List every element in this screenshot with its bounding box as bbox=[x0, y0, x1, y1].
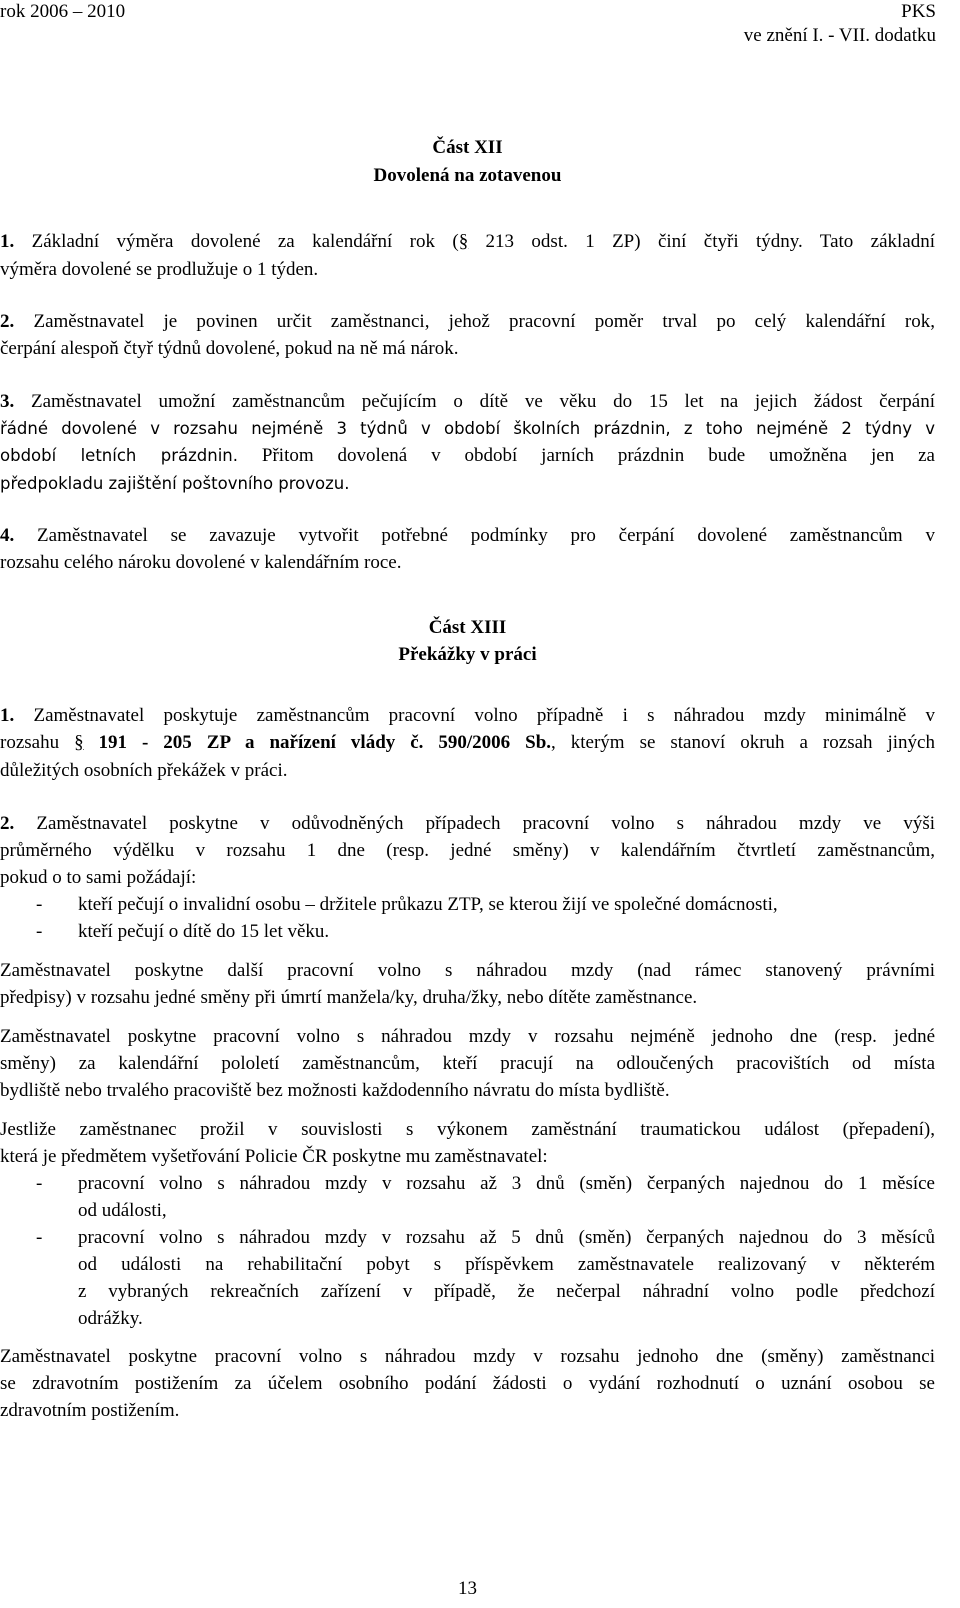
part12-p2-num: 2. bbox=[0, 311, 15, 332]
part12-p1-num: 1. bbox=[0, 231, 15, 252]
part12-p2-line2: čerpání alespoň čtyř týdnů dovolené, pokud na ně má nárok. bbox=[0, 338, 459, 359]
part13-p4-line3: bydliště nebo trvalého pracoviště bez možnosti každodenního návratu do místa bydliště. bbox=[0, 1080, 670, 1101]
part13-p3-line2: předpisy) v rozsahu jedné směny při úmrtí manžela/ky, druha/žky, nebo dítěte zaměstnance. bbox=[0, 987, 698, 1008]
bullet-text-line3: z vybraných rekreačních zařízení v případě, že nečerpal náhradní volno podle předchozí bbox=[78, 1281, 935, 1302]
header-left: rok 2006 – 2010 bbox=[0, 1, 126, 22]
header-right-line2: ve znění I. - VII. dodatku bbox=[743, 25, 936, 46]
bullet-dash: - bbox=[36, 1227, 43, 1248]
part13-p1-text1: Zaměstnavatel poskytuje zaměstnancům pracovní volno případně i s náhradou mzdy minimálně v bbox=[14, 705, 935, 726]
part13-p3-line1: Zaměstnavatel poskytne další pracovní volno s náhradou mzdy (nad rámec stanovený právními bbox=[0, 960, 935, 981]
bullet-dash: - bbox=[36, 1173, 43, 1194]
part12-p2-line1 bbox=[0, 308, 935, 335]
bullet-text-line2: od události, bbox=[78, 1200, 167, 1221]
part13-p6-line2: se zdravotním postižením za účelem osobního podání žádosti o vydání rozhodnutí o uznání osobou se bbox=[0, 1373, 935, 1394]
part12-p3-line4: předpokladu zajištění poštovního provozu. bbox=[0, 474, 350, 493]
part13-p1-line2 bbox=[0, 729, 935, 756]
bullet-text-line4: odrážky. bbox=[78, 1308, 143, 1329]
part12-p4-line1 bbox=[0, 522, 935, 549]
part13-p1-num: 1. bbox=[0, 705, 15, 726]
part13-p2-text2a: průměrného výdělku v rozsahu 1 dne (resp. bbox=[0, 840, 429, 861]
bullet-text: kteří pečují o dítě do 15 let věku. bbox=[78, 921, 330, 942]
part12-p4-text1: Zaměstnavatel se zavazuje vytvořit potřebné podmínky pro čerpání dovolené zaměstnancům v bbox=[14, 525, 935, 546]
bullet-dash: - bbox=[36, 894, 43, 915]
part13-p1-text2c: , kterým se stanoví okruh a rozsah jiných bbox=[551, 732, 935, 753]
part12-p3-num: 3. bbox=[0, 391, 15, 412]
part13-p2-line2 bbox=[0, 837, 935, 864]
part13-p4-line1: Zaměstnavatel poskytne pracovní volno s náhradou mzdy v rozsahu nejméně jednoho dne (resp. jedné bbox=[0, 1026, 935, 1047]
part12-p4-num: 4. bbox=[0, 525, 15, 546]
part13-p2-num: 2. bbox=[0, 813, 15, 834]
part12-p3-line3 bbox=[0, 442, 935, 469]
part13-p1-line1 bbox=[0, 702, 935, 729]
bullet-text-line1: pracovní volno s náhradou mzdy v rozsahu až 5 dnů (směn) čerpaných najednou do 3 měsíců bbox=[78, 1227, 935, 1248]
part12-p3-text1: Zaměstnavatel umožní zaměstnancům pečujícím o dítě ve věku do 15 let na jejich žádost čerpání bbox=[14, 391, 935, 412]
part13-p6-line3: zdravotním postižením. bbox=[0, 1400, 180, 1421]
bullet-text: kteří pečují o invalidní osobu – držitele průkazu ZTP, se kterou žijí ve společné domácnosti, bbox=[78, 894, 778, 915]
part12-p1-b: 213 odst. 1 ZP) činí čtyři týdny. Tato základní bbox=[468, 231, 936, 252]
part13-p2-line1 bbox=[0, 810, 935, 837]
header-right-line1: PKS bbox=[901, 1, 936, 22]
part13-p1-ref: § bbox=[74, 732, 84, 753]
part12-p3-line2: řádné dovolené v rozsahu nejméně 3 týdnů v období školních prázdnin, z toho nejméně 2 týdny v bbox=[0, 419, 935, 438]
bullet-text-line1: pracovní volno s náhradou mzdy v rozsahu až 3 dnů (směn) čerpaných najednou do 1 měsíce bbox=[78, 1173, 935, 1194]
part13-p5-line1: Jestliže zaměstnanec prožil v souvislosti s výkonem zaměstnání traumatickou událost (přepadení), bbox=[0, 1119, 935, 1140]
part13-p2-line3: pokud o to sami požádají: bbox=[0, 867, 197, 888]
part12-p3-text3a: období letních prázdnin. bbox=[0, 446, 239, 465]
part13-p6-line1: Zaměstnavatel poskytne pracovní volno s náhradou mzdy v rozsahu jednoho dne (směny) zaměstnanci bbox=[0, 1346, 935, 1367]
part13-p1-text2a: rozsahu bbox=[0, 732, 75, 753]
part12-p3-text3b: Přitom dovolená v období jarních prázdnin bude umožněna jen za bbox=[238, 445, 935, 466]
part12-title: Část XII bbox=[432, 137, 503, 158]
part13-p2-text1: Zaměstnavatel poskytne v odůvodněných případech pracovní volno s náhradou mzdy ve výši bbox=[14, 813, 935, 834]
part12-subtitle: Dovolená na zotavenou bbox=[373, 165, 562, 186]
part13-p1-text2b: 191 - 205 ZP a nařízení vlády č. 590/2006 Sb. bbox=[83, 732, 552, 753]
part12-p3-line1 bbox=[0, 388, 935, 415]
bullet-dash: - bbox=[36, 921, 43, 942]
part12-p1-a: Základní výměra dovolené za kalendářní rok ( bbox=[31, 231, 459, 252]
page-number: 13 bbox=[458, 1578, 477, 1599]
part13-subtitle: Překážky v práci bbox=[398, 644, 537, 665]
bullet-text-line2: od události na rehabilitační pobyt s příspěvkem zaměstnavatele realizovaný v některém bbox=[78, 1254, 935, 1275]
part12-p1-ref: § bbox=[458, 231, 469, 252]
header-right bbox=[744, 0, 936, 48]
part13-p1-line3: důležitých osobních překážek v práci. bbox=[0, 760, 288, 781]
part12-p2-text1: Zaměstnavatel je povinen určit zaměstnanci, jehož pracovní poměr trval po celý kalendářní rok, bbox=[14, 311, 935, 332]
part12-p1-line1 bbox=[0, 228, 935, 255]
part12-p1-line2: výměra dovolené se prodlužuje o 1 týden. bbox=[0, 259, 319, 280]
part13-p4-line2: směny) za kalendářní pololetí zaměstnancům, kteří pracují na odloučených pracovištích od místa bbox=[0, 1053, 935, 1074]
part12-p4-line2: rozsahu celého nároku dovolené v kalendářním roce. bbox=[0, 552, 402, 573]
part13-p5-line2: která je předmětem vyšetřování Policie ČR poskytne mu zaměstnavatel: bbox=[0, 1146, 548, 1167]
part13-p2-text2b: jedné směny) v kalendářním čtvrtletí zaměstnancům, bbox=[429, 840, 936, 861]
part13-title: Část XIII bbox=[428, 617, 507, 638]
